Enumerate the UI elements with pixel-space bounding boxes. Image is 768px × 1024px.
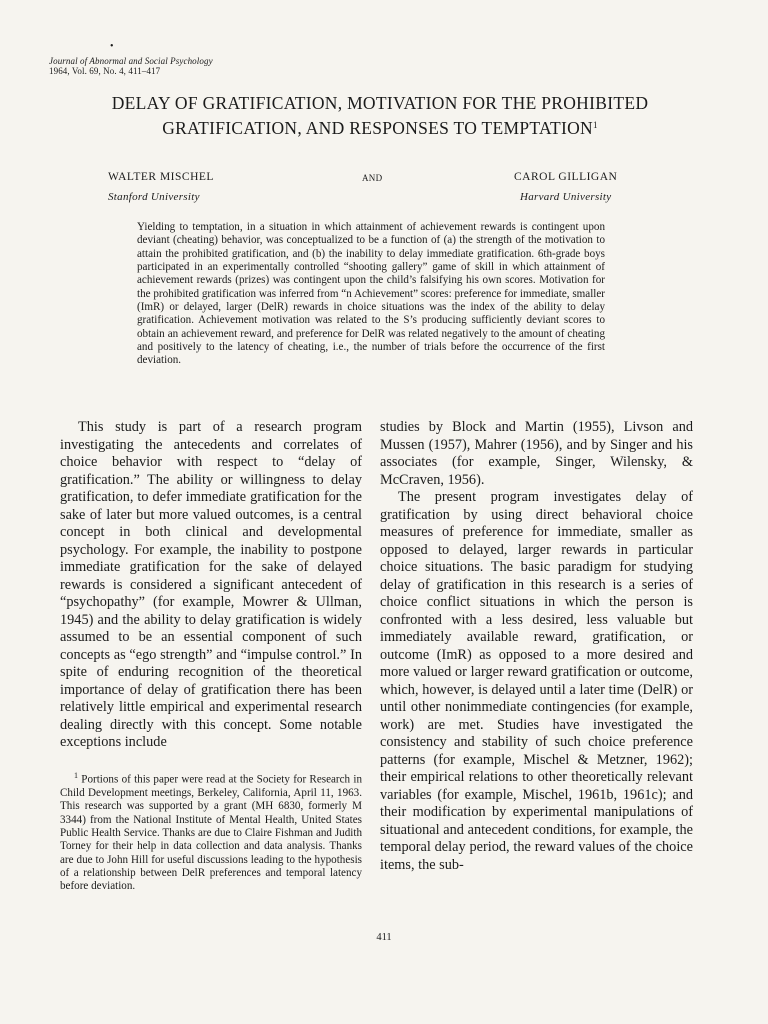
author-affiliation-1: Stanford University (108, 191, 200, 203)
journal-citation (49, 56, 213, 76)
author-affiliation-2: Harvard University (520, 191, 612, 203)
article-title-text: DELAY OF GRATIFICATION, MOTIVATION FOR THE PROHIBITED GRATIFICATION, AND RESPONSES TO TEMPTATION (111, 93, 649, 138)
title-footnote-mark: 1 (592, 119, 598, 130)
body-paragraph-continuation: studies by Block and Martin (1955), Livson and Mussen (1957), Mahrer (1956), and by Singer and his associates (for example, Singer, Wilensky, & McCraven, 1956). (380, 419, 693, 488)
author-name-1: WALTER MISCHEL (108, 171, 214, 183)
print-speck: • (110, 41, 114, 52)
page-number: 411 (376, 932, 392, 943)
body-paragraph-2: The present program investigates delay of gratification by using direct behavioral choice measures of preference for immediate, smaller as opposed to delayed, larger rewards in particular choice situations. The basic paradigm for studying delay of gratification in this research is a series of choice conflict situations in which the person is confronted with a less desired, less valuable but immediately available reward, gratification, or outcome (ImR) as opposed to a more desired and more valued or larger reward gratification or outcome, which, however, is delayed until a later time (DelR) or until other nonimmediate contingencies (for example, work) are met. Studies have investigated the consistency and stability of such choice preference patterns (for example, Mischel & Metzner, 1962); their empirical relations to other theoretically relevant variables (for example, Mischel, 1961b, 1961c); and their modification by experimental manipulations of situational and antecedent conditions, for example, the temporal delay period, the reward values of the choice items, the sub- (380, 489, 693, 873)
abstract: Yielding to temptation, in a situation in which attainment of achievement rewards is contingent upon deviant (cheating) behavior, was conceptualized to be a function of (a) the strength of the motivation to attain the prohibited gratification, and (b) the inability to delay immediate gratification. 6th-grade boys participated in an experimentally controlled “shooting gallery” game of skill in which attainment of achievement rewards (prizes) was contingent upon the child’s falsifying his own scores. Motivation for the prohibited gratification was inferred from “n Achievement” scores: preference for immediate, smaller (ImR) or delayed, larger (DelR) rewards in choice situations was the index of the ability to delay gratification. Achievement motivation was related to the S’s producing sufficiently deviant scores to obtain an achievement reward, and preference for DelR was related negatively to the amount of cheating and positively to the latency of cheating, i.e., the number of trials before the occurrence of the first deviation. (137, 221, 605, 367)
right-column (380, 419, 693, 874)
footnote (60, 769, 362, 894)
journal-name: Journal of Abnormal and Social Psychology (49, 56, 213, 66)
author-conjunction: AND (362, 173, 383, 183)
left-column (60, 419, 362, 752)
body-paragraph-1: This study is part of a research program investigating the antecedents and correlates of choice behavior with respect to “delay of gratification.” The ability or willingness to delay gratification, to defer immediate gratification for the sake of later but more valued outcomes, is a central concept in both clinical and developmental psychology. For example, the inability to postpone immediate gratification for the sake of delayed rewards is considered a significant antecedent of “psychopathy” (for example, Mowrer & Ullman, 1945) and the ability to delay gratification is widely assumed to be an essential component of such concepts as “ego strength” and “impulse control.” In spite of enduring recognition of the theoretical importance of delay of gratification there has been relatively little empirical and experimental research dealing directly with this concept. Some notable exceptions include (60, 419, 362, 750)
footnote-text: Portions of this paper were read at the Society for Research in Child Development meetings, Berkeley, California, April 11, 1963. This research was supported by a grant (MH 6830, formerly M 3344) from the National Institute of Mental Health, United States Public Health Service. Thanks are due to Claire Fishman and Judith Torney for their help in data collection and data analysis. Thanks are due to John Hill for useful discussions leading to the hypothesis of a relationship between DelR preferences and temporal latency before deviation. (60, 773, 362, 893)
footnote-mark: 1 (74, 771, 78, 780)
author-name-2: CAROL GILLIGAN (514, 171, 618, 183)
article-title (90, 93, 670, 139)
journal-volume: 1964, Vol. 69, No. 4, 411–417 (49, 66, 161, 76)
